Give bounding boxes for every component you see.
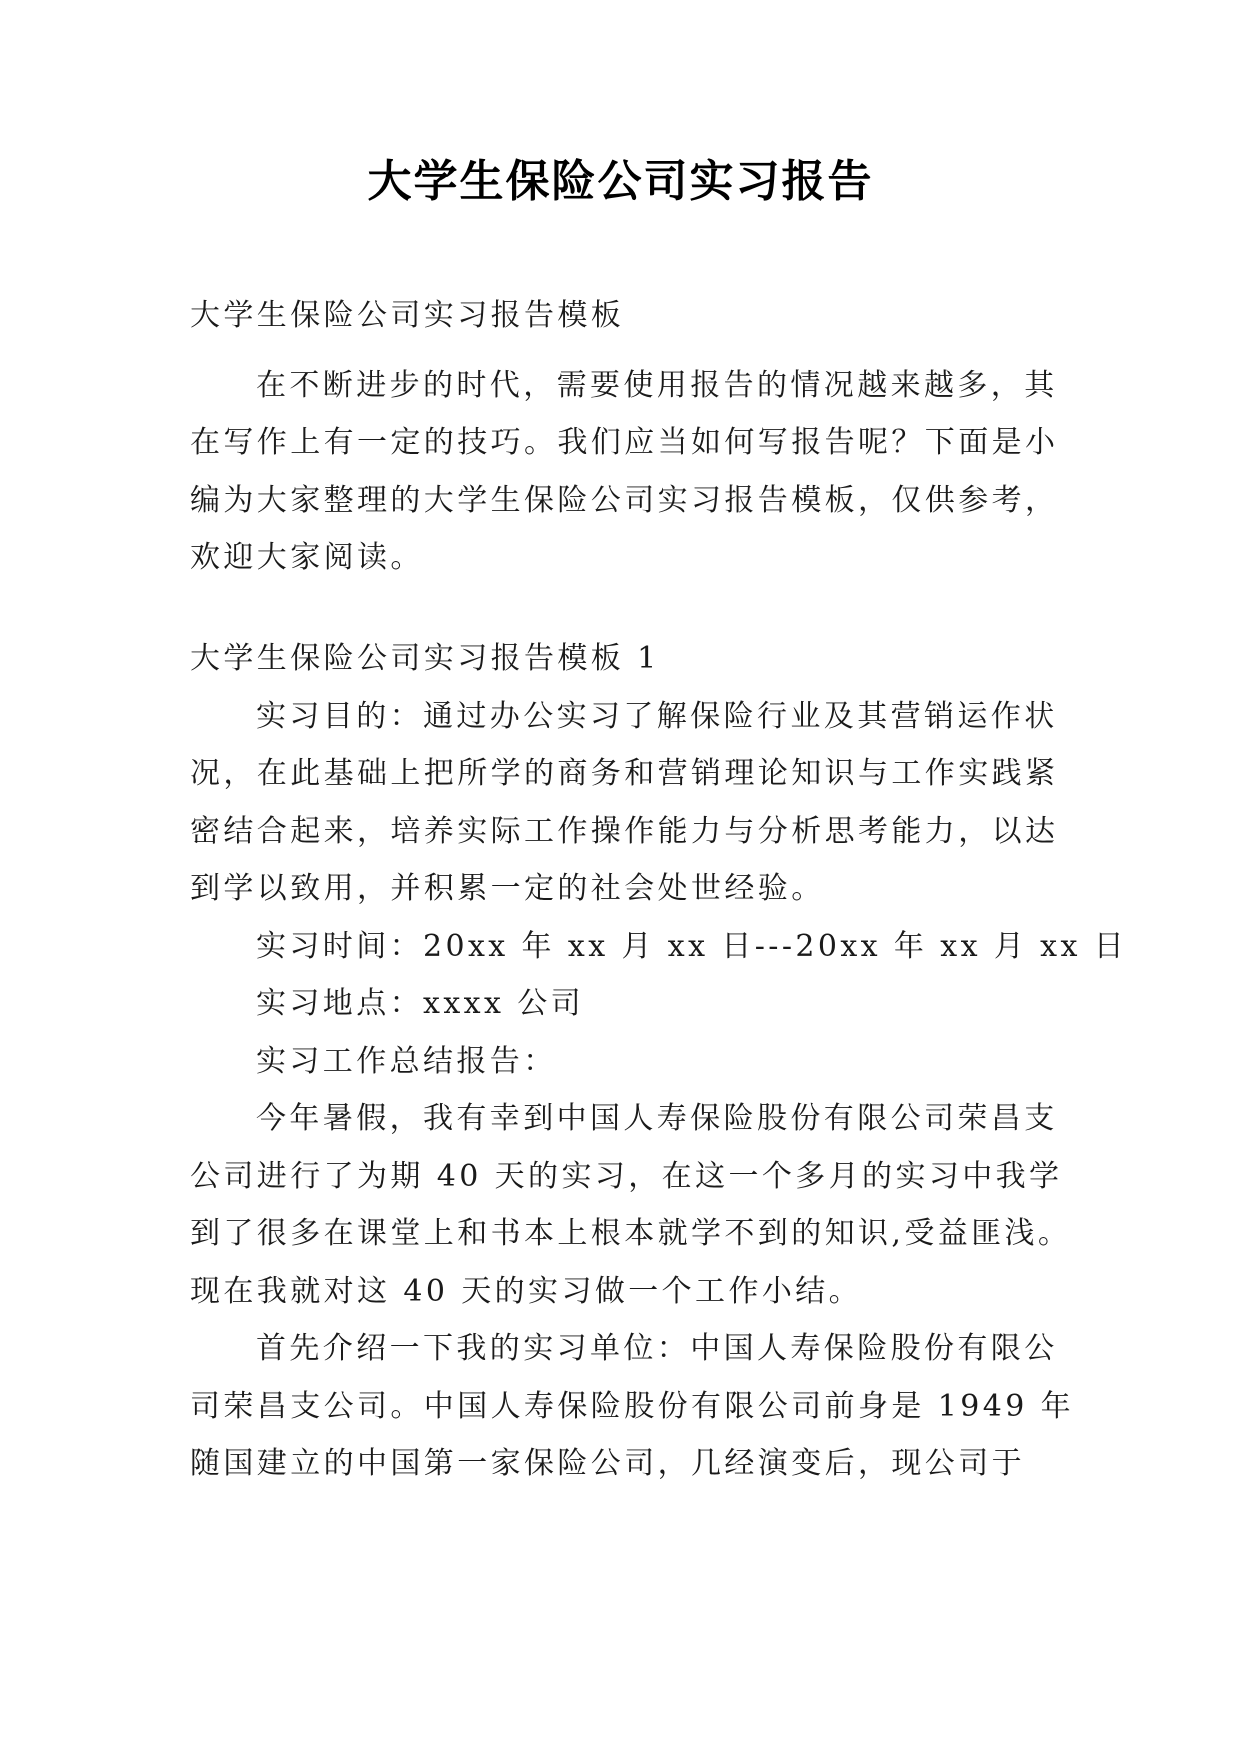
paragraph-line: 实习时间：20xx 年 xx 月 xx 日---20xx 年 xx 月 xx 日 <box>256 929 1128 964</box>
subtitle-line: 大学生保险公司实习报告模板 <box>190 298 625 333</box>
paragraph-line: 到了很多在课堂上和书本上根本就学不到的知识,受益匪浅。 <box>190 1216 1072 1251</box>
paragraph-line: 况，在此基础上把所学的商务和营销理论知识与工作实践紧 <box>190 756 1059 791</box>
paragraph-line: 编为大家整理的大学生保险公司实习报告模板，仅供参考， <box>190 483 1059 518</box>
paragraph-line: 首先介绍一下我的实习单位：中国人寿保险股份有限公 <box>256 1331 1058 1366</box>
paragraph-line: 密结合起来，培养实际工作操作能力与分析思考能力，以达 <box>190 814 1059 849</box>
section-heading: 大学生保险公司实习报告模板 1 <box>190 641 660 676</box>
paragraph-line: 实习目的：通过办公实习了解保险行业及其营销运作状 <box>256 699 1058 734</box>
paragraph-line: 今年暑假，我有幸到中国人寿保险股份有限公司荣昌支 <box>256 1101 1058 1136</box>
paragraph-line: 欢迎大家阅读。 <box>190 540 424 575</box>
document-title: 大学生保险公司实习报告 <box>367 156 874 207</box>
paragraph-line: 实习地点：xxxx 公司 <box>256 986 585 1021</box>
paragraph-line: 在写作上有一定的技巧。我们应当如何写报告呢？下面是小 <box>190 425 1059 460</box>
paragraph-line: 公司进行了为期 40 天的实习，在这一个多月的实习中我学 <box>190 1159 1063 1194</box>
paragraph-line: 在不断进步的时代，需要使用报告的情况越来越多，其 <box>256 368 1058 403</box>
paragraph-line: 现在我就对这 40 天的实习做一个工作小结。 <box>190 1274 863 1309</box>
paragraph-line: 到学以致用，并积累一定的社会处世经验。 <box>190 871 825 906</box>
paragraph-line: 实习工作总结报告： <box>256 1044 557 1079</box>
paragraph-line: 司荣昌支公司。中国人寿保险股份有限公司前身是 1949 年 <box>190 1389 1075 1424</box>
paragraph-line: 随国建立的中国第一家保险公司，几经演变后，现公司于 <box>190 1446 1025 1481</box>
